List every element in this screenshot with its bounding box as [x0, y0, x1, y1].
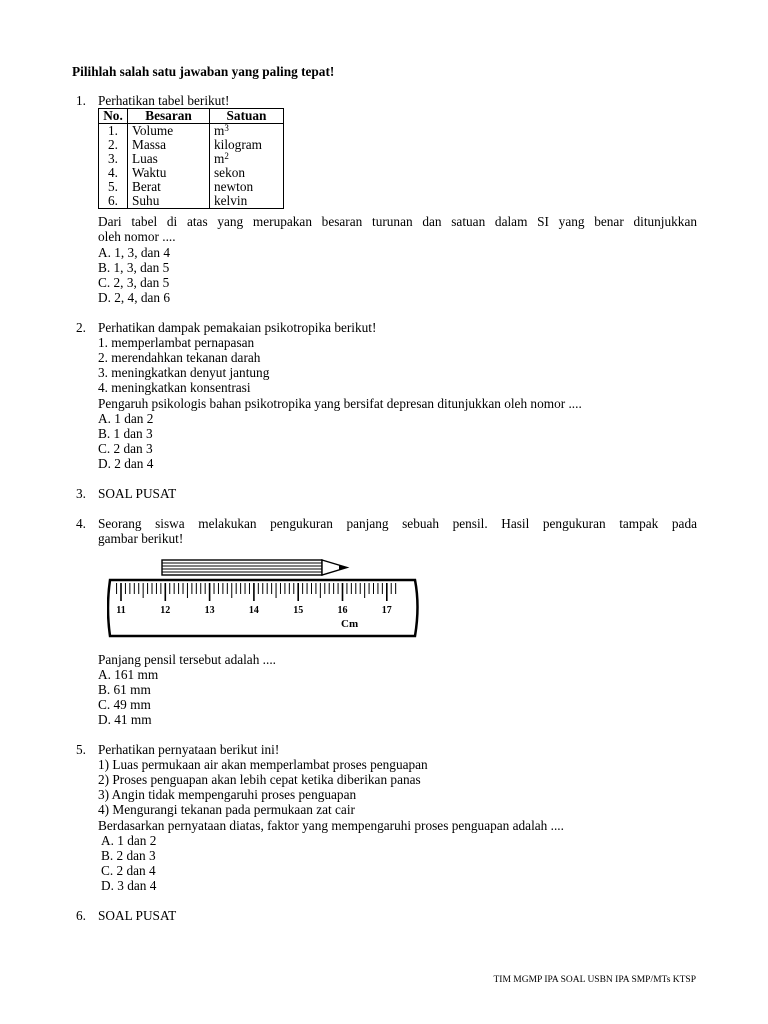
- question-4-stem-line2: gambar berikut!: [98, 531, 184, 546]
- pencil: [162, 560, 347, 575]
- cell-besaran: Berat: [128, 180, 210, 194]
- instruction: Pilihlah salah satu jawaban yang paling tepat!: [72, 64, 335, 79]
- unit-text: m: [214, 123, 225, 138]
- table-header-no: No.: [99, 109, 128, 124]
- option-5d: D. 3 dan 4: [101, 878, 157, 893]
- question-number-3: 3.: [76, 486, 86, 501]
- cell-no: 1.: [99, 124, 128, 139]
- table-row: [99, 152, 284, 166]
- list-item: 1) Luas permukaan air akan memperlambat proses penguapan: [98, 757, 428, 772]
- option-4c: C. 49 mm: [98, 697, 151, 712]
- question-number-4: 4.: [76, 516, 86, 531]
- cell-besaran: Massa: [128, 138, 210, 152]
- question-5-stem: Perhatikan pernyataan berikut ini!: [98, 742, 280, 757]
- cell-no: 3.: [99, 152, 128, 166]
- unit-text: kilogram: [214, 137, 263, 152]
- ruler-pencil-figure: [107, 556, 422, 640]
- footer: TIM MGMP IPA SOAL USBN IPA SMP/MTs KTSP: [493, 975, 696, 985]
- list-item: 4) Mengurangi tekanan pada permukaan zat cair: [98, 802, 355, 817]
- ruler-unit-label: Cm: [341, 618, 359, 630]
- option-5a: A. 1 dan 2: [101, 833, 157, 848]
- table-row: [99, 180, 284, 194]
- option-2d: D. 2 dan 4: [98, 456, 154, 471]
- list-item: 4. meningkatkan konsentrasi: [98, 380, 251, 395]
- cell-besaran: Waktu: [128, 166, 210, 180]
- table-besaran-satuan: [98, 108, 284, 209]
- question-number-2: 2.: [76, 320, 86, 335]
- cell-satuan: [210, 152, 284, 166]
- option-5c: C. 2 dan 4: [101, 863, 156, 878]
- ruler-tick-label: 13: [204, 605, 215, 616]
- option-4b: B. 61 mm: [98, 682, 151, 697]
- option-1c: C. 2, 3, dan 5: [98, 275, 170, 290]
- cell-satuan: [210, 194, 284, 209]
- ruler-tick-label: 17: [381, 605, 392, 616]
- table-row: [99, 194, 284, 209]
- list-item: 2) Proses penguapan akan lebih cepat ketika diberikan panas: [98, 772, 421, 787]
- option-2b: B. 1 dan 3: [98, 426, 153, 441]
- list-item: 3) Angin tidak mempengaruhi proses penguapan: [98, 787, 357, 802]
- unit-text: kelvin: [214, 193, 248, 208]
- cell-no: 5.: [99, 180, 128, 194]
- cell-satuan: [210, 166, 284, 180]
- question-1-stem: Perhatikan tabel berikut!: [98, 93, 230, 108]
- table-header-besaran: Besaran: [128, 109, 210, 124]
- question-2-stem: Perhatikan dampak pemakaian psikotropika berikut!: [98, 320, 377, 335]
- unit-exponent: 3: [224, 123, 229, 133]
- question-6-text: SOAL PUSAT: [98, 908, 177, 923]
- cell-no: 4.: [99, 166, 128, 180]
- question-2-text: Pengaruh psikologis bahan psikotropika yang bersifat depresan ditunjukkan oleh nomor ....: [98, 396, 582, 411]
- ruler-tick-label: 11: [116, 605, 126, 616]
- question-1-text-line2: oleh nomor ....: [98, 229, 176, 244]
- question-5-text: Berdasarkan pernyataan diatas, faktor yang mempengaruhi proses penguapan adalah ....: [98, 818, 564, 833]
- option-4d: D. 41 mm: [98, 712, 152, 727]
- question-1-text-line1: Dari tabel di atas yang merupakan besaran turunan dan satuan dalam SI yang benar ditunjukkan: [98, 214, 697, 229]
- question-number-5: 5.: [76, 742, 86, 757]
- unit-text: newton: [214, 179, 254, 194]
- option-2c: C. 2 dan 3: [98, 441, 153, 456]
- option-4a: A. 161 mm: [98, 667, 159, 682]
- cell-satuan: [210, 124, 284, 139]
- option-1d: D. 2, 4, dan 6: [98, 290, 171, 305]
- list-item: 2. merendahkan tekanan darah: [98, 350, 261, 365]
- cell-no: 2.: [99, 138, 128, 152]
- ruler-tick-label: 16: [337, 605, 348, 616]
- table-row: [99, 138, 284, 152]
- question-number-6: 6.: [76, 908, 86, 923]
- list-item: 3. meningkatkan denyut jantung: [98, 365, 270, 380]
- question-4-stem-line1: Seorang siswa melakukan pengukuran panjang sebuah pensil. Hasil pengukuran tampak pada: [98, 516, 697, 531]
- question-4-text: Panjang pensil tersebut adalah ....: [98, 652, 276, 667]
- cell-satuan: [210, 138, 284, 152]
- table-header-satuan: Satuan: [210, 109, 284, 124]
- unit-text: sekon: [214, 165, 246, 180]
- cell-satuan: [210, 180, 284, 194]
- ruler-tick-label: 12: [160, 605, 171, 616]
- cell-besaran: Volume: [128, 124, 210, 139]
- ruler-tick-label: 15: [293, 605, 304, 616]
- cell-no: 6.: [99, 194, 128, 209]
- cell-besaran: Suhu: [128, 194, 210, 209]
- option-2a: A. 1 dan 2: [98, 411, 154, 426]
- ruler-tick-label: 14: [248, 605, 259, 616]
- unit-exponent: 2: [224, 151, 229, 161]
- question-3-text: SOAL PUSAT: [98, 486, 177, 501]
- question-number-1: 1.: [76, 93, 86, 108]
- unit-text: m: [214, 151, 225, 166]
- table-row: [99, 166, 284, 180]
- cell-besaran: Luas: [128, 152, 210, 166]
- table-row: [99, 124, 284, 139]
- option-1b: B. 1, 3, dan 5: [98, 260, 170, 275]
- option-1a: A. 1, 3, dan 4: [98, 245, 171, 260]
- list-item: 1. memperlambat pernapasan: [98, 335, 255, 350]
- option-5b: B. 2 dan 3: [101, 848, 156, 863]
